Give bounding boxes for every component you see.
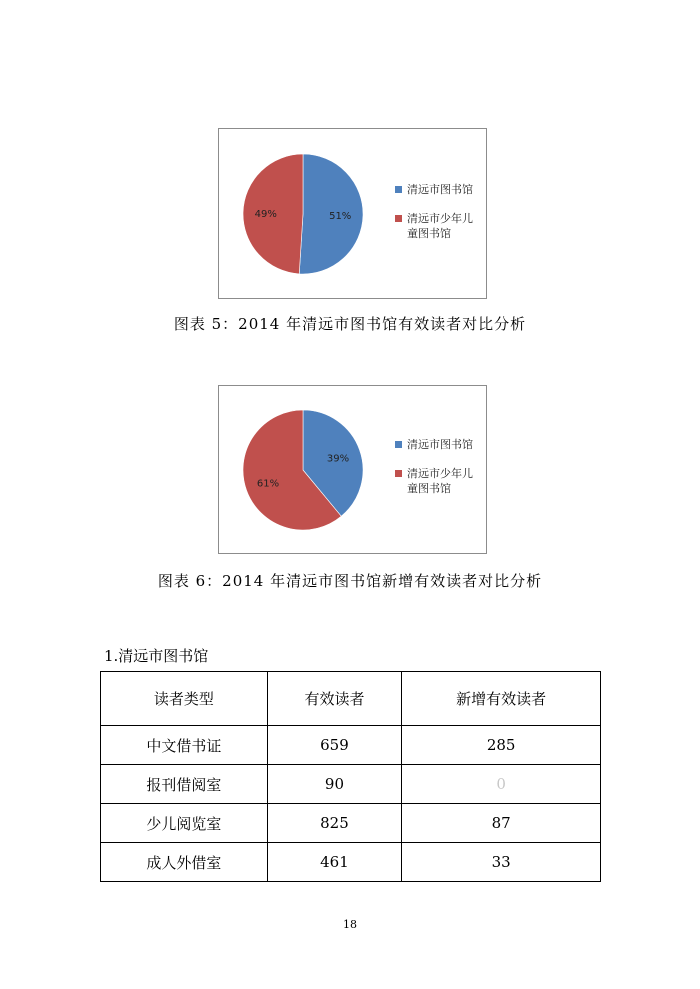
chart-1-legend [395,182,487,255]
chart-2-frame [218,385,487,554]
chart-1-caption: 图表 5：2014 年清远市图书馆有效读者对比分析 [173,315,527,333]
readers-table [100,671,601,882]
table-cell: 中文借书证 [101,726,268,765]
pie-data-label: 39% [326,453,350,465]
legend-item-children-library [395,211,487,241]
table-cell: 825 [267,804,402,843]
pie-data-label: 51% [329,211,352,223]
chart-1-frame [218,128,487,299]
legend-item-library [395,182,487,197]
pie-data-label: 49% [254,208,277,220]
legend-swatch-children-library [395,470,402,477]
table-cell: 90 [267,765,402,804]
pie-data-label: 61% [256,478,280,490]
legend-label: 清远市少年儿童图书馆 [407,467,473,495]
table-cell: 成人外借室 [101,843,268,882]
table-header-cell: 新增有效读者 [402,672,601,726]
table-cell: 报刊借阅室 [101,765,268,804]
table-cell: 87 [402,804,601,843]
legend-label: 清远市少年儿童图书馆 [407,212,473,240]
chart-2-legend [395,437,487,510]
page-number: 18 [343,918,357,931]
table-cell: 少儿阅览室 [101,804,268,843]
legend-swatch-children-library [395,215,402,222]
table-row [101,765,601,804]
table-header-cell: 读者类型 [101,672,268,726]
legend-swatch-library [395,186,402,193]
table-cell: 0 [402,765,601,804]
table-row [101,726,601,765]
section-heading: 1.清远市图书馆 [104,647,209,665]
chart-2-caption: 图表 6：2014 年清远市图书馆新增有效读者对比分析 [157,572,543,590]
legend-label: 清远市图书馆 [407,183,473,196]
table-cell: 285 [402,726,601,765]
legend-item-children-library [395,466,487,496]
table-header-row [101,672,601,726]
table-row [101,843,601,882]
table-row [101,804,601,843]
legend-label: 清远市图书馆 [407,438,473,451]
table-header-cell: 有效读者 [267,672,402,726]
table-cell: 659 [267,726,402,765]
table-cell: 33 [402,843,601,882]
legend-swatch-library [395,441,402,448]
legend-item-library [395,437,487,452]
table-cell: 461 [267,843,402,882]
